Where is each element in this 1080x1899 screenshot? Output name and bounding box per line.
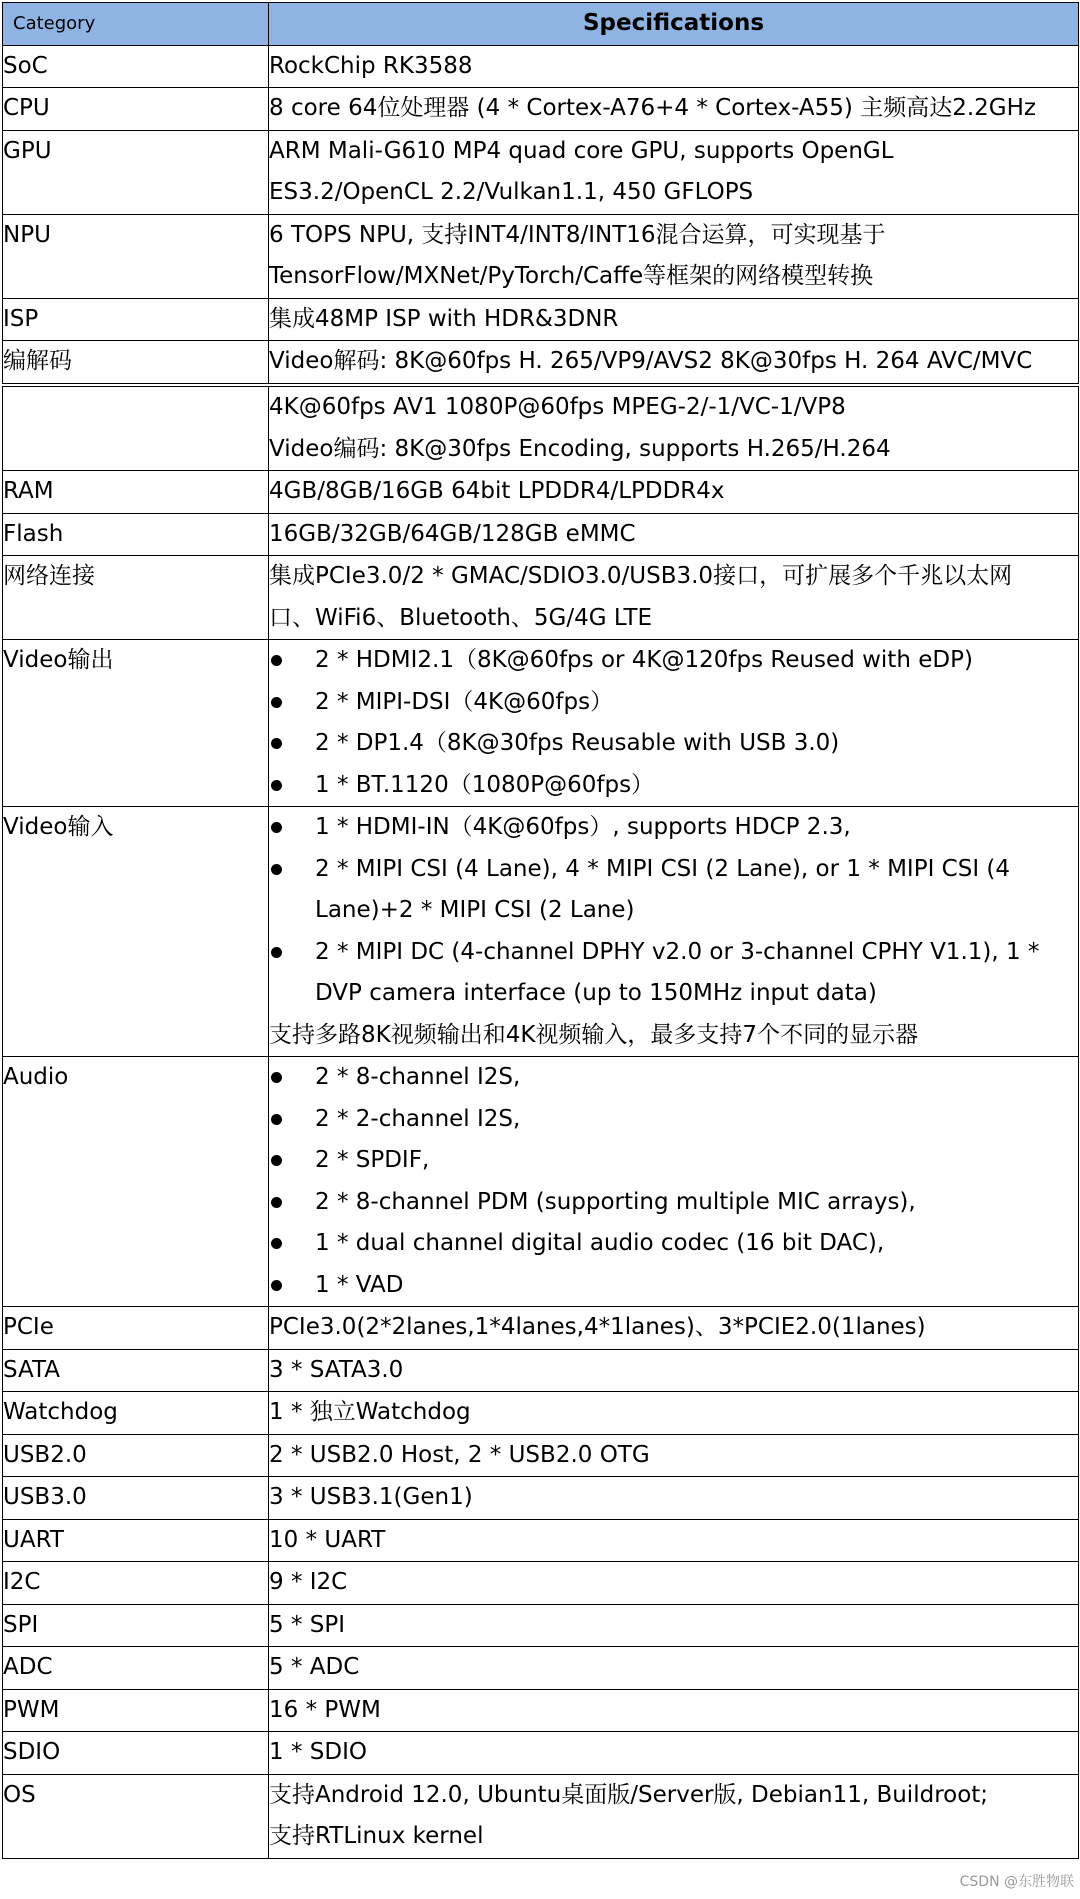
spec-cell <box>269 1392 1079 1435</box>
spec-cell <box>269 1774 1079 1858</box>
spec-cell <box>269 1732 1079 1775</box>
spec-row-video-input <box>3 807 1079 1057</box>
spec-table-bottom <box>2 386 1079 1859</box>
spec-row-os <box>3 1774 1079 1858</box>
bullet-item: 1 * BT.1120（1080P@60fps） <box>269 765 1078 807</box>
spec-line: 16GB/32GB/64GB/128GB eMMC <box>269 520 636 547</box>
header-specifications: Specifications <box>269 3 1079 46</box>
category-cell: Video输出 <box>3 640 269 807</box>
spec-row-usb2 <box>3 1434 1079 1477</box>
spec-line: RockChip RK3588 <box>269 52 473 79</box>
header-row <box>3 3 1079 46</box>
spec-row-codec-continued <box>3 387 1079 471</box>
category-cell: ADC <box>3 1647 269 1690</box>
category-cell: SoC <box>3 45 269 88</box>
category-cell: USB2.0 <box>3 1434 269 1477</box>
spec-row-spi <box>3 1604 1079 1647</box>
spec-row-codec <box>3 341 1079 384</box>
spec-line: 8 core 64位处理器 (4 * Cortex-A76+4 * Cortex-A55) 主频高达2.2GHz <box>269 95 1036 121</box>
bullet-item: 2 * 2-channel I2S, <box>269 1099 1078 1141</box>
category-cell: GPU <box>3 130 269 214</box>
spec-cell <box>269 387 1079 471</box>
spec-cell <box>269 513 1079 556</box>
spec-row-cpu <box>3 88 1079 131</box>
spec-line: Video编码: 8K@30fps Encoding, supports H.265/H.264 <box>269 435 891 462</box>
spec-line: ARM Mali-G610 MP4 quad core GPU, supports OpenGL <box>269 137 894 164</box>
spec-line: 3 * USB3.1(Gen1) <box>269 1484 473 1510</box>
spec-cell <box>269 298 1079 341</box>
spec-cell <box>269 471 1079 514</box>
bullet-item: 2 * HDMI2.1（8K@60fps or 4K@120fps Reused with eDP) <box>269 640 1078 682</box>
bullet-item: 2 * DP1.4（8K@30fps Reusable with USB 3.0) <box>269 723 1078 765</box>
bullet-item: 1 * VAD <box>269 1265 1078 1307</box>
bullet-item: 2 * MIPI CSI (4 Lane), 4 * MIPI CSI (2 Lane), or 1 * MIPI CSI (4 Lane)+2 * MIPI CSI (2 Lane) <box>269 849 1078 932</box>
spec-line: 口、WiFi6、Bluetooth、5G/4G LTE <box>269 604 653 631</box>
spec-cell <box>269 1434 1079 1477</box>
spec-row-pwm <box>3 1689 1079 1732</box>
spec-cell <box>269 88 1079 131</box>
spec-cell <box>269 556 1079 640</box>
category-cell: UART <box>3 1519 269 1562</box>
spec-cell <box>269 1562 1079 1605</box>
spec-line: ES3.2/OpenCL 2.2/Vulkan1.1, 450 GFLOPS <box>269 179 754 205</box>
spec-cell <box>269 1519 1079 1562</box>
spec-line: 5 * ADC <box>269 1654 360 1680</box>
spec-line: Video解码: 8K@60fps H. 265/VP9/AVS2 8K@30fps H. 264 AVC/MVC <box>269 348 1033 374</box>
category-cell: 网络连接 <box>3 556 269 640</box>
spec-cell <box>269 341 1079 384</box>
spec-row-usb3 <box>3 1477 1079 1520</box>
spec-cell <box>269 1477 1079 1520</box>
category-cell: CPU <box>3 88 269 131</box>
spec-row-ram <box>3 471 1079 514</box>
spec-line: 5 * SPI <box>269 1611 346 1638</box>
spec-row-i2c <box>3 1562 1079 1605</box>
category-cell: 编解码 <box>3 341 269 384</box>
bullet-item: 1 * dual channel digital audio codec (16 bit DAC), <box>269 1223 1078 1265</box>
spec-line: 集成PCIe3.0/2 * GMAC/SDIO3.0/USB3.0接口，可扩展多个千兆以太网 <box>269 563 1013 589</box>
category-cell: SDIO <box>3 1732 269 1775</box>
category-cell: RAM <box>3 471 269 514</box>
spec-row-soc <box>3 45 1079 88</box>
category-cell: PWM <box>3 1689 269 1732</box>
spec-cell <box>269 1349 1079 1392</box>
spec-cell <box>269 45 1079 88</box>
spec-cell <box>269 640 1079 807</box>
spec-line: 支持RTLinux kernel <box>269 1823 484 1849</box>
category-cell: Watchdog <box>3 1392 269 1435</box>
bullet-item: 2 * MIPI DC (4-channel DPHY v2.0 or 3-channel CPHY V1.1), 1 * DVP camera interface (up to 150MHz input data) <box>269 932 1078 1015</box>
spec-cell <box>269 214 1079 298</box>
bullet-item: 2 * SPDIF, <box>269 1140 1078 1182</box>
spec-cell <box>269 1689 1079 1732</box>
spec-row-npu <box>3 214 1079 298</box>
watermark: CSDN @东胜物联 <box>959 1874 1074 1890</box>
spec-line: 3 * SATA3.0 <box>269 1356 404 1383</box>
spec-table-top <box>2 2 1079 384</box>
spec-row-gpu <box>3 130 1079 214</box>
category-cell: ISP <box>3 298 269 341</box>
category-cell: Audio <box>3 1057 269 1307</box>
category-cell: NPU <box>3 214 269 298</box>
bullet-item: 1 * HDMI-IN（4K@60fps）, supports HDCP 2.3, <box>269 807 1078 849</box>
category-cell: Video输入 <box>3 807 269 1057</box>
spec-line: 9 * I2C <box>269 1569 348 1595</box>
category-cell: SPI <box>3 1604 269 1647</box>
spec-row-sdio <box>3 1732 1079 1775</box>
spec-row-audio <box>3 1057 1079 1307</box>
spec-row-video-output <box>3 640 1079 807</box>
spec-row-watchdog <box>3 1392 1079 1435</box>
spec-line: 2 * USB2.0 Host, 2 * USB2.0 OTG <box>269 1441 650 1468</box>
spec-line: PCIe3.0(2*2lanes,1*4lanes,4*1lanes)、3*PCIE2.0(1lanes) <box>269 1314 926 1340</box>
spec-line: 1 * 独立Watchdog <box>269 1399 471 1425</box>
spec-cell <box>269 1057 1079 1307</box>
spec-line: 4GB/8GB/16GB 64bit LPDDR4/LPDDR4x <box>269 478 725 504</box>
spec-row-sata <box>3 1349 1079 1392</box>
category-cell: PCIe <box>3 1307 269 1350</box>
spec-row-flash <box>3 513 1079 556</box>
spec-line: 10 * UART <box>269 1526 386 1553</box>
bullet-item: 2 * 8-channel I2S, <box>269 1057 1078 1099</box>
header-category: Category <box>3 3 269 46</box>
spec-cell <box>269 807 1079 1057</box>
spec-line: 集成48MP ISP with HDR&3DNR <box>269 305 619 332</box>
spec-line: 16 * PWM <box>269 1696 381 1723</box>
spec-cell <box>269 130 1079 214</box>
bullet-item: 2 * 8-channel PDM (supporting multiple MIC arrays), <box>269 1182 1078 1224</box>
category-cell: I2C <box>3 1562 269 1605</box>
spec-row-isp <box>3 298 1079 341</box>
spec-line: TensorFlow/MXNet/PyTorch/Caffe等框架的网络模型转换 <box>269 263 874 289</box>
spec-cell <box>269 1647 1079 1690</box>
spec-line: 6 TOPS NPU, 支持INT4/INT8/INT16混合运算，可实现基于 <box>269 221 886 248</box>
spec-line: 支持Android 12.0, Ubuntu桌面版/Server版, Debian11, Buildroot; <box>269 1781 989 1808</box>
category-cell: SATA <box>3 1349 269 1392</box>
spec-note: 支持多路8K视频输出和4K视频输入，最多支持7个不同的显示器 <box>269 1021 919 1048</box>
category-cell: Flash <box>3 513 269 556</box>
category-cell: USB3.0 <box>3 1477 269 1520</box>
spec-row-uart <box>3 1519 1079 1562</box>
spec-row-adc <box>3 1647 1079 1690</box>
spec-cell <box>269 1604 1079 1647</box>
spec-line: 1 * SDIO <box>269 1739 367 1765</box>
spec-line: 4K@60fps AV1 1080P@60fps MPEG-2/-1/VC-1/VP8 <box>269 394 846 420</box>
spec-row-pcie <box>3 1307 1079 1350</box>
spec-cell <box>269 1307 1079 1350</box>
category-cell <box>3 387 269 471</box>
category-cell: OS <box>3 1774 269 1858</box>
spec-row-network <box>3 556 1079 640</box>
bullet-item: 2 * MIPI-DSI（4K@60fps） <box>269 682 1078 724</box>
